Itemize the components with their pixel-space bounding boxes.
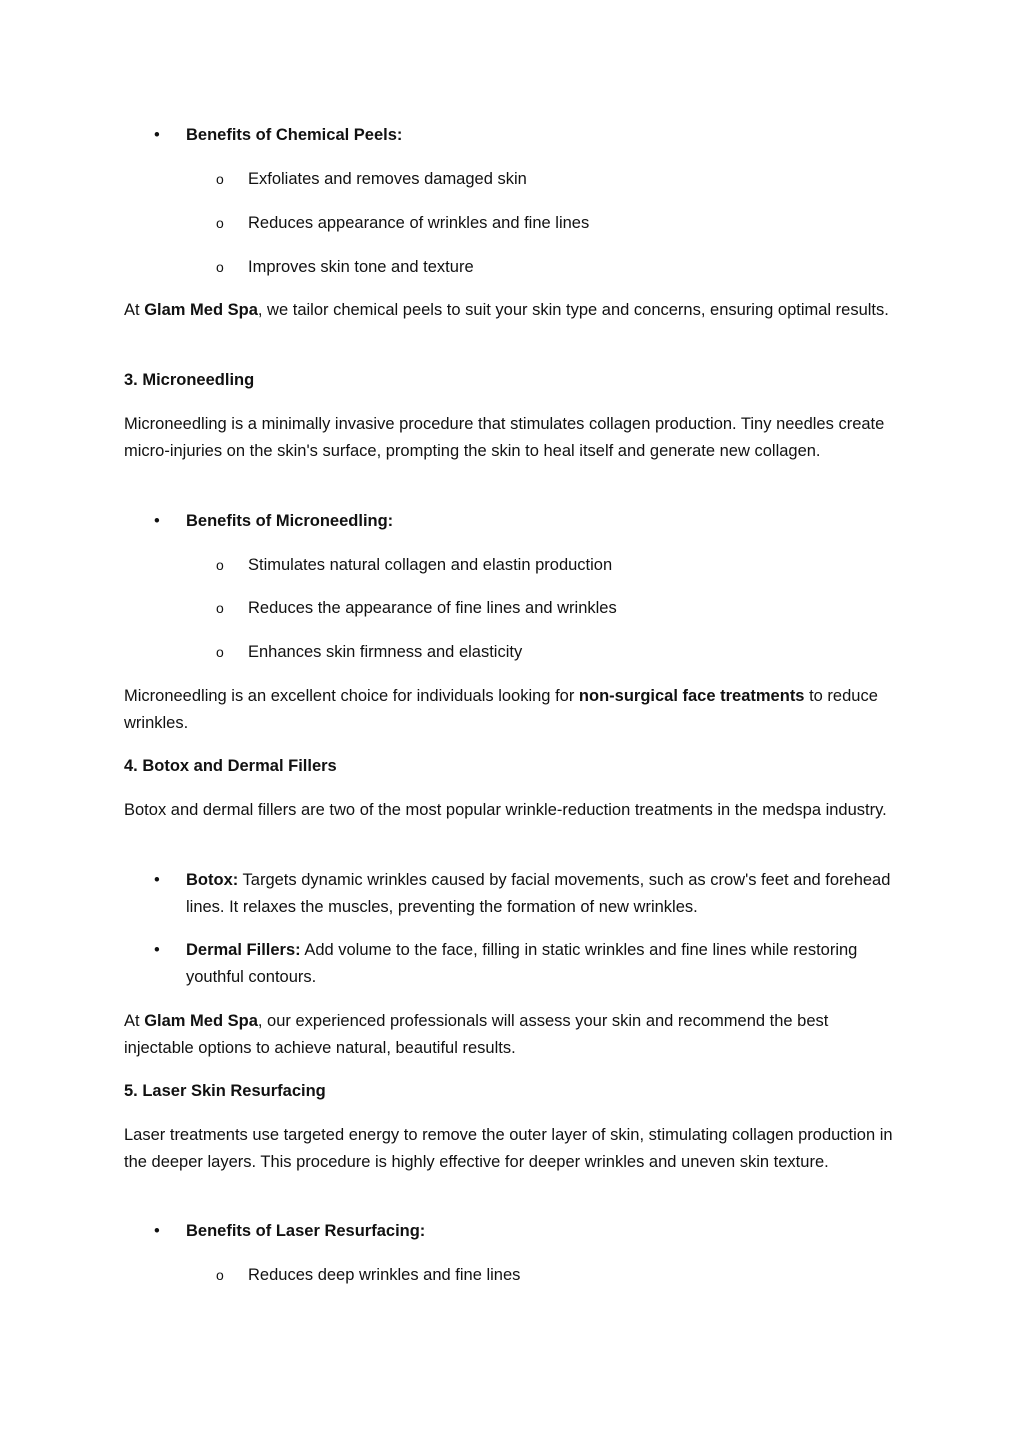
closing-text-pre: At	[124, 301, 145, 319]
laser-description: Laser treatments use targeted energy to remove the outer layer of skin, stimulating collagen production in the deeper layers. This procedure is highly effective for deeper wrinkles and uneven skin texture.	[124, 1126, 893, 1171]
bullet-glyph: •	[154, 941, 160, 959]
laser-heading: 5. Laser Skin Resurfacing	[124, 1082, 326, 1100]
chemical-peels-closing-paragraph	[124, 297, 894, 324]
dermal-fillers-item	[186, 937, 896, 990]
spa-name: Glam Med Spa	[144, 301, 258, 319]
closing-text-post: , we tailor chemical peels to suit your skin type and concerns, ensuring optimal results.	[257, 301, 889, 319]
microneedling-benefit-2: Reduces the appearance of fine lines and wrinkles	[248, 599, 617, 617]
dermal-fillers-item-text: Add volume to the face, filling in static wrinkles and fine lines while restoring youthful contours.	[186, 941, 858, 986]
chemical-peels-benefit-3: Improves skin tone and texture	[248, 258, 474, 276]
sub-bullet-glyph: o	[216, 644, 224, 660]
closing-text-post: , our experienced professionals will assess your skin and recommend the best injectable options to achieve natural, beautiful results.	[124, 1012, 829, 1057]
dermal-fillers-item-label: Dermal Fillers:	[186, 941, 301, 959]
spa-name: Glam Med Spa	[144, 1012, 258, 1030]
closing-text-pre: Microneedling is an excellent choice for individuals looking for	[124, 687, 579, 705]
closing-text-pre: At	[124, 1012, 145, 1030]
microneedling-benefits-heading: Benefits of Microneedling:	[186, 512, 394, 530]
chemical-peels-benefit-1: Exfoliates and removes damaged skin	[248, 170, 527, 188]
sub-bullet-glyph: o	[216, 557, 224, 573]
emphasis-text: non-surgical face treatments	[578, 687, 805, 705]
bullet-glyph: •	[154, 126, 160, 144]
laser-benefits-heading: Benefits of Laser Resurfacing:	[186, 1222, 426, 1240]
microneedling-benefit-3: Enhances skin firmness and elasticity	[248, 643, 523, 661]
sub-bullet-glyph: o	[216, 259, 224, 275]
botox-closing-paragraph	[124, 1008, 894, 1061]
bullet-glyph: •	[154, 871, 160, 889]
microneedling-closing-paragraph	[124, 683, 894, 736]
botox-item	[186, 867, 896, 920]
sub-bullet-glyph: o	[216, 600, 224, 616]
botox-heading: 4. Botox and Dermal Fillers	[124, 757, 337, 775]
sub-bullet-glyph: o	[216, 215, 224, 231]
microneedling-benefit-1: Stimulates natural collagen and elastin production	[248, 556, 613, 574]
closing-text-post: to reduce wrinkles.	[124, 687, 878, 732]
bullet-glyph: •	[154, 512, 160, 530]
sub-bullet-glyph: o	[216, 171, 224, 187]
microneedling-heading: 3. Microneedling	[124, 371, 255, 389]
botox-description: Botox and dermal fillers are two of the most popular wrinkle-reduction treatments in the medspa industry.	[124, 801, 887, 819]
botox-item-text: Targets dynamic wrinkles caused by facial movements, such as crow's feet and forehead lines. It relaxes the muscles, preventing the formation of new wrinkles.	[186, 871, 891, 916]
botox-item-label: Botox:	[186, 871, 239, 889]
laser-benefit-1: Reduces deep wrinkles and fine lines	[248, 1266, 521, 1284]
sub-bullet-glyph: o	[216, 1267, 224, 1283]
chemical-peels-benefits-heading: Benefits of Chemical Peels:	[186, 126, 403, 144]
bullet-glyph: •	[154, 1222, 160, 1240]
microneedling-description: Microneedling is a minimally invasive procedure that stimulates collagen production. Tiny needles create micro-injuries on the skin's surface, prompting the skin to heal itself and generate new collagen.	[124, 415, 885, 460]
chemical-peels-benefit-2: Reduces appearance of wrinkles and fine lines	[248, 214, 590, 232]
